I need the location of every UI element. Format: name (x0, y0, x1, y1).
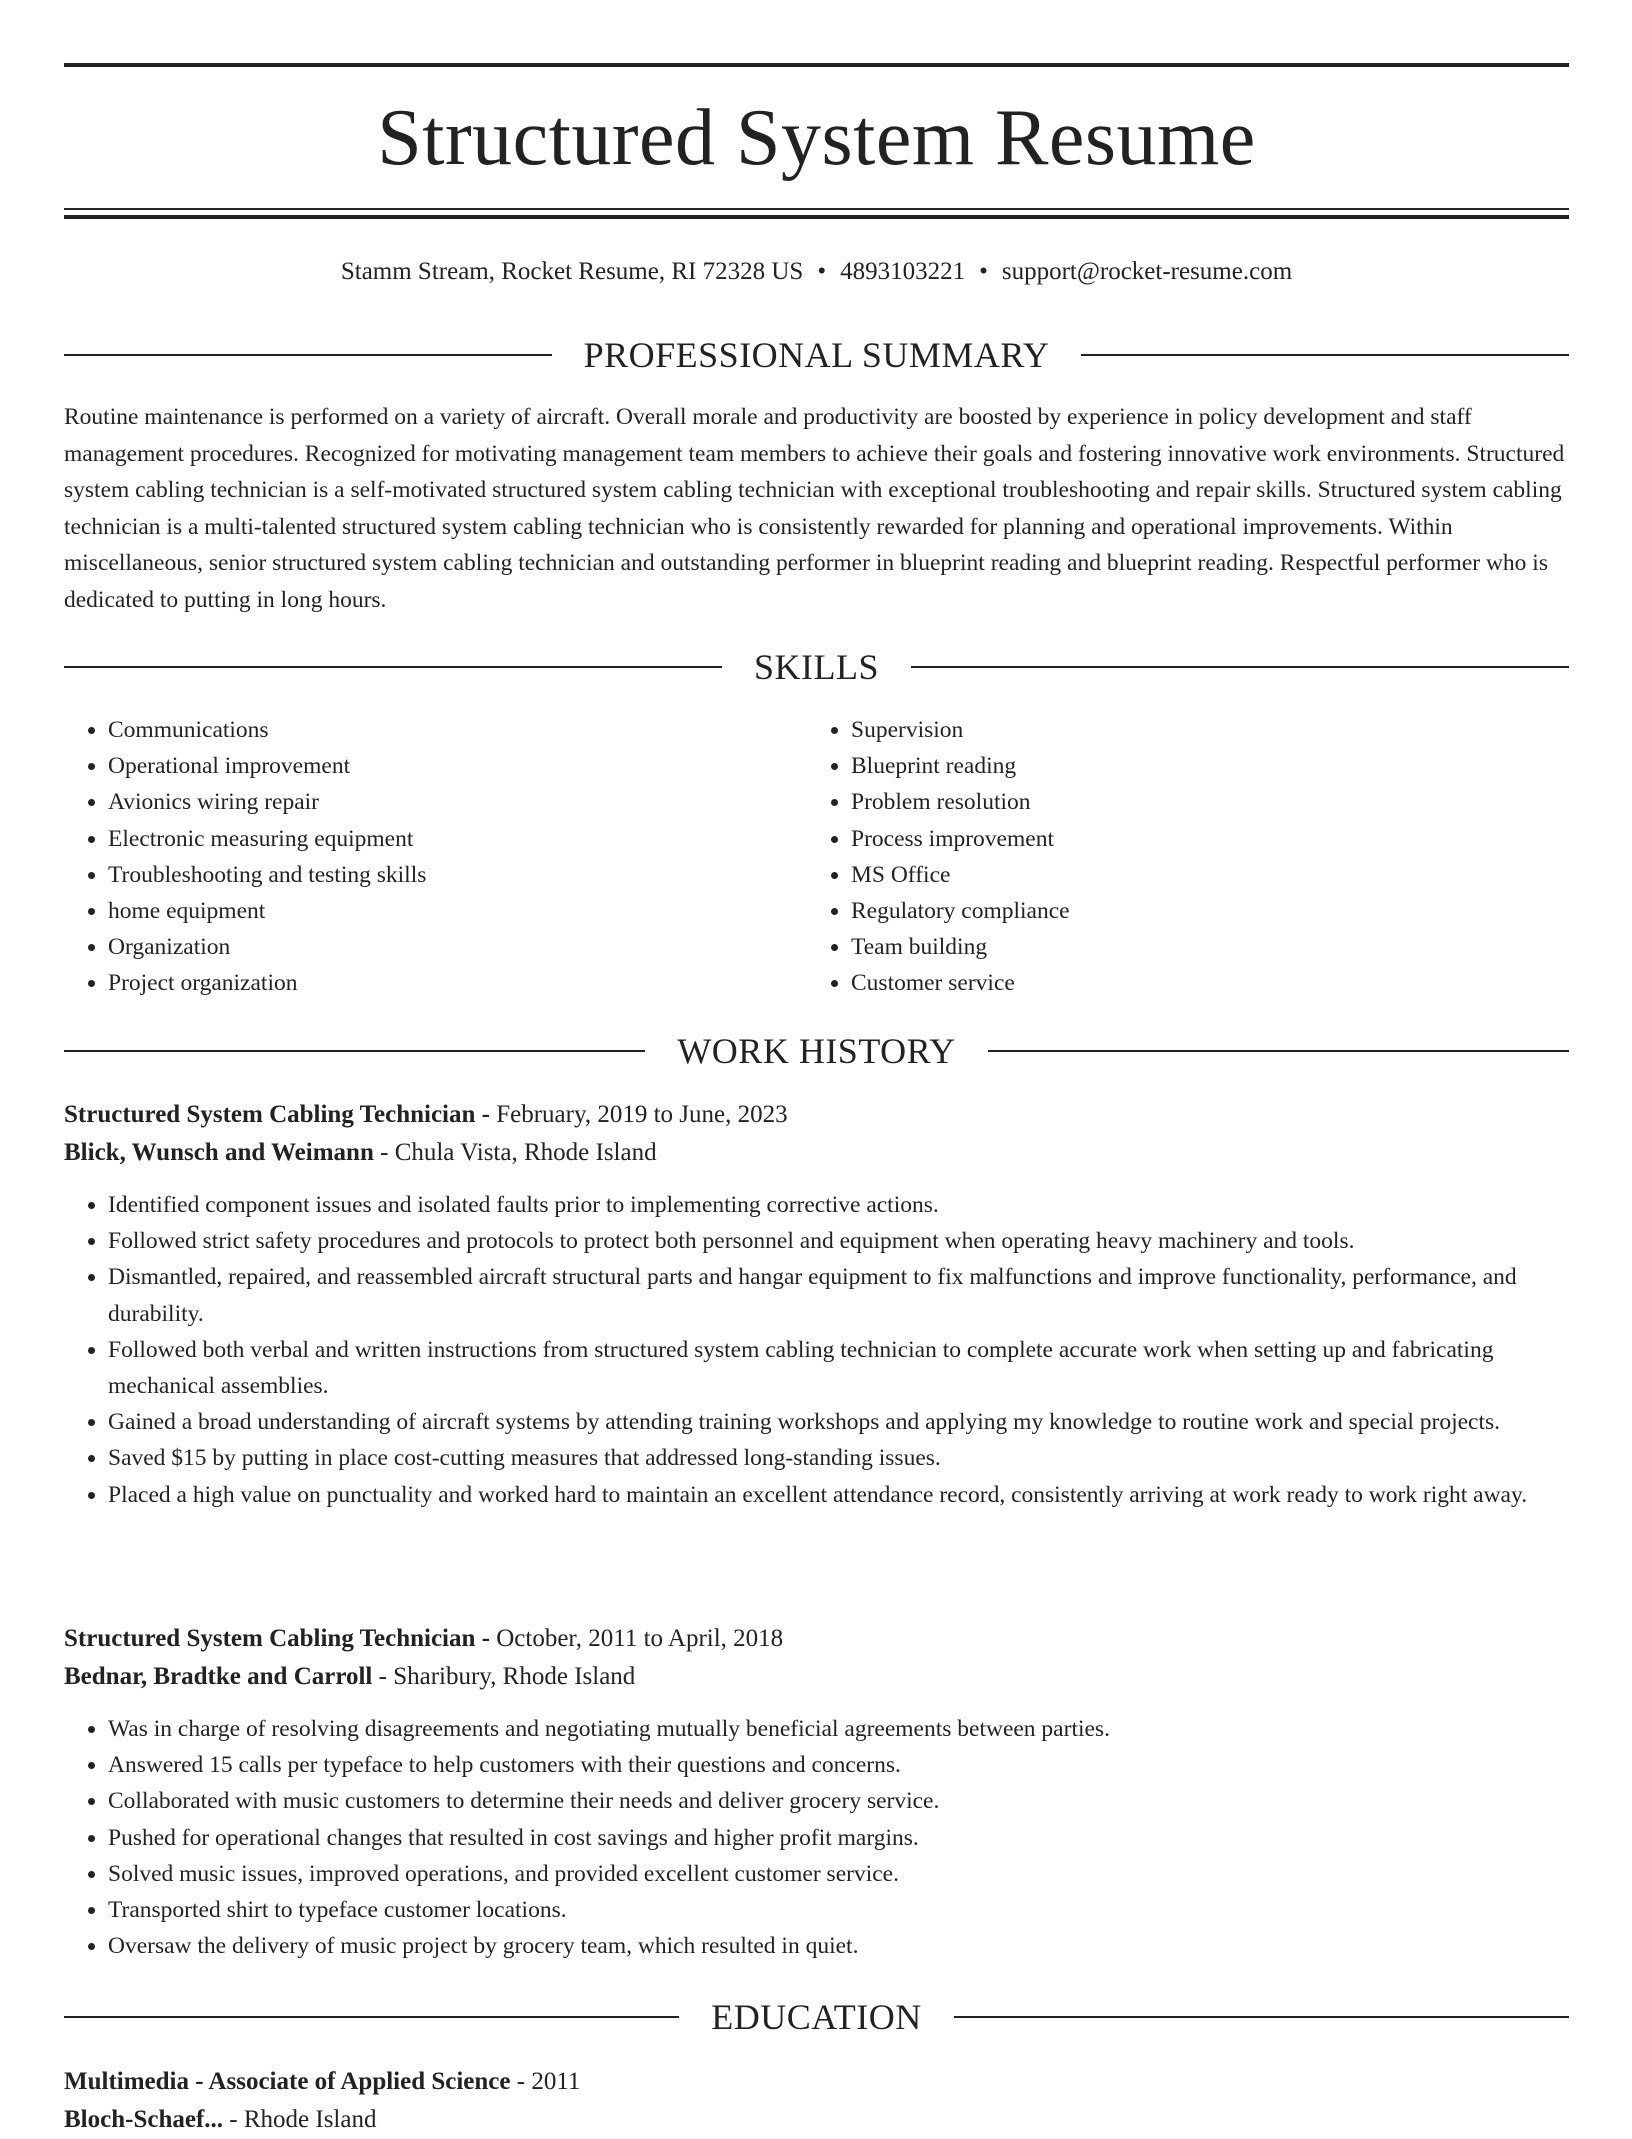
job-company: Blick, Wunsch and Weimann (64, 1139, 374, 1166)
skills-column-left (64, 712, 806, 1002)
job-dash: - (373, 1139, 395, 1166)
job-company-row (64, 1658, 1569, 1696)
contact-separator: • (817, 258, 827, 285)
job-bullets (64, 1187, 1569, 1513)
skill-item: • Process improvement (851, 821, 1549, 857)
job-entry (64, 1096, 1569, 1513)
skill-item: • Avionics wiring repair (108, 784, 806, 820)
job-title-row (64, 1096, 1569, 1134)
skill-item: • Regulatory compliance (851, 893, 1549, 929)
education-year: 2011 (531, 2068, 581, 2095)
skill-item: • Organization (108, 929, 806, 965)
job-bullet: • Pushed for operational changes that resulted in cost savings and higher profit margins. (108, 1820, 1569, 1856)
skill-item: • Troubleshooting and testing skills (108, 857, 806, 893)
job-bullet: • Followed both verbal and written instructions from structured system cabling technician to complete accurate work when setting up and fabricating mechanical assemblies. (108, 1332, 1569, 1404)
section-title-work: WORK HISTORY (677, 1031, 956, 1071)
job-bullet: • Oversaw the delivery of music project by grocery team, which resulted in quiet. (108, 1928, 1569, 1964)
section-rule (988, 1050, 1569, 1052)
job-dates: February, 2019 to June, 2023 (496, 1101, 788, 1128)
section-header-work (64, 1029, 1569, 1073)
section-rule (911, 666, 1569, 668)
skill-item: • Operational improvement (108, 748, 806, 784)
job-bullet: • Was in charge of resolving disagreements and negotiating mutually beneficial agreements between parties. (108, 1711, 1569, 1747)
job-title: Structured System Cabling Technician (64, 1625, 476, 1652)
education-school: Bloch-Schaef... (64, 2106, 224, 2133)
education-dash: - (223, 2106, 244, 2133)
section-rule (1081, 354, 1569, 356)
resume-title: Structured System Resume (377, 94, 1256, 182)
job-location: Chula Vista, Rhode Island (394, 1139, 657, 1166)
skill-item: • home equipment (108, 893, 806, 929)
title-rule-thin (64, 208, 1569, 210)
job-company: Bednar, Bradtke and Carroll (64, 1663, 373, 1690)
section-rule (64, 1050, 645, 1052)
education-location: Rhode Island (243, 2106, 377, 2133)
job-location: Sharibury, Rhode Island (393, 1663, 636, 1690)
section-header-education (64, 1995, 1569, 2039)
job-dates: October, 2011 to April, 2018 (496, 1625, 784, 1652)
skill-item: • Supervision (851, 712, 1549, 748)
education-school-row (64, 2101, 1569, 2139)
section-header-summary (64, 333, 1569, 377)
job-bullet: • Collaborated with music customers to determine their needs and deliver grocery service. (108, 1783, 1569, 1819)
job-bullet: • Gained a broad understanding of aircraft systems by attending training workshops and applying my knowledge to routine work and special projects. (108, 1404, 1569, 1440)
education-degree-row (64, 2063, 1569, 2101)
contact-separator: • (979, 258, 988, 285)
job-company-row (64, 1134, 1569, 1172)
job-entry (64, 1620, 1569, 1964)
title-rule-thick (64, 215, 1569, 219)
job-bullet: • Followed strict safety procedures and protocols to protect both personnel and equipment when operating heavy machinery and tools. (108, 1223, 1569, 1259)
job-dash: - (475, 1101, 497, 1128)
job-bullet: • Transported shirt to typeface customer locations. (108, 1892, 1569, 1928)
section-header-skills (64, 645, 1569, 689)
section-rule (954, 2016, 1569, 2018)
contact-line (64, 254, 1569, 290)
education-dash: - (510, 2068, 532, 2095)
contact-email: support@rocket-resume.com (1001, 258, 1293, 285)
skill-item: • Team building (851, 929, 1549, 965)
job-bullet: • Answered 15 calls per typeface to help customers with their questions and concerns. (108, 1747, 1569, 1783)
section-rule (64, 354, 552, 356)
skill-item: • Communications (108, 712, 806, 748)
skill-item: • Project organization (108, 965, 806, 1001)
job-bullet: • Dismantled, repaired, and reassembled aircraft structural parts and hangar equipment to fix malfunctions and improve functionality, performance, and durability. (108, 1259, 1569, 1331)
job-bullet: • Saved $15 by putting in place cost-cutting measures that addressed long-standing issues. (108, 1440, 1569, 1476)
job-bullet: • Placed a high value on punctuality and worked hard to maintain an excellent attendance record, consistently arriving at work ready to work right away. (108, 1477, 1569, 1513)
job-dash: - (475, 1625, 497, 1652)
skills-list (64, 712, 1569, 1002)
job-title-row (64, 1620, 1569, 1658)
job-bullet: • Solved music issues, improved operations, and provided excellent customer service. (108, 1856, 1569, 1892)
contact-phone: 4893103221 (840, 258, 966, 285)
education-degree: Multimedia - Associate of Applied Science (64, 2068, 511, 2095)
job-bullets (64, 1711, 1569, 1964)
section-title-summary: PROFESSIONAL SUMMARY (583, 335, 1050, 375)
contact-address: Stamm Stream, Rocket Resume, RI 72328 US (340, 258, 804, 285)
job-dash: - (372, 1663, 394, 1690)
skill-item: • Problem resolution (851, 784, 1549, 820)
job-bullet: • Identified component issues and isolated faults prior to implementing corrective actions. (108, 1187, 1569, 1223)
section-title-skills: SKILLS (754, 647, 880, 687)
section-rule (64, 666, 722, 668)
top-rule (64, 63, 1569, 67)
skills-column-right (806, 712, 1549, 1002)
summary-text: Routine maintenance is performed on a variety of aircraft. Overall morale and productivity are boosted by experience in policy development and staff management procedures. Recognized for motivating management team members to achieve their goals and fostering innovative work environments. Structured system cabling technician is a self-motivated structured system cabling technician with exceptional troubleshooting and repair skills. Structured system cabling technician is a multi-talented structured system cabling technician who is consistently rewarded for planning and operational improvements. Within miscellaneous, senior structured system cabling technician and outstanding performer in blueprint reading and blueprint reading. Respectful performer who is dedicated to putting in long hours. (64, 404, 1565, 613)
section-title-education: EDUCATION (711, 1997, 922, 2037)
education-entry (64, 2063, 1569, 2139)
skill-item: • Customer service (851, 965, 1549, 1001)
job-title: Structured System Cabling Technician (64, 1101, 476, 1128)
skill-item: • MS Office (851, 857, 1549, 893)
skill-item: • Electronic measuring equipment (108, 821, 806, 857)
skill-item: • Blueprint reading (851, 748, 1549, 784)
section-rule (64, 2016, 679, 2018)
